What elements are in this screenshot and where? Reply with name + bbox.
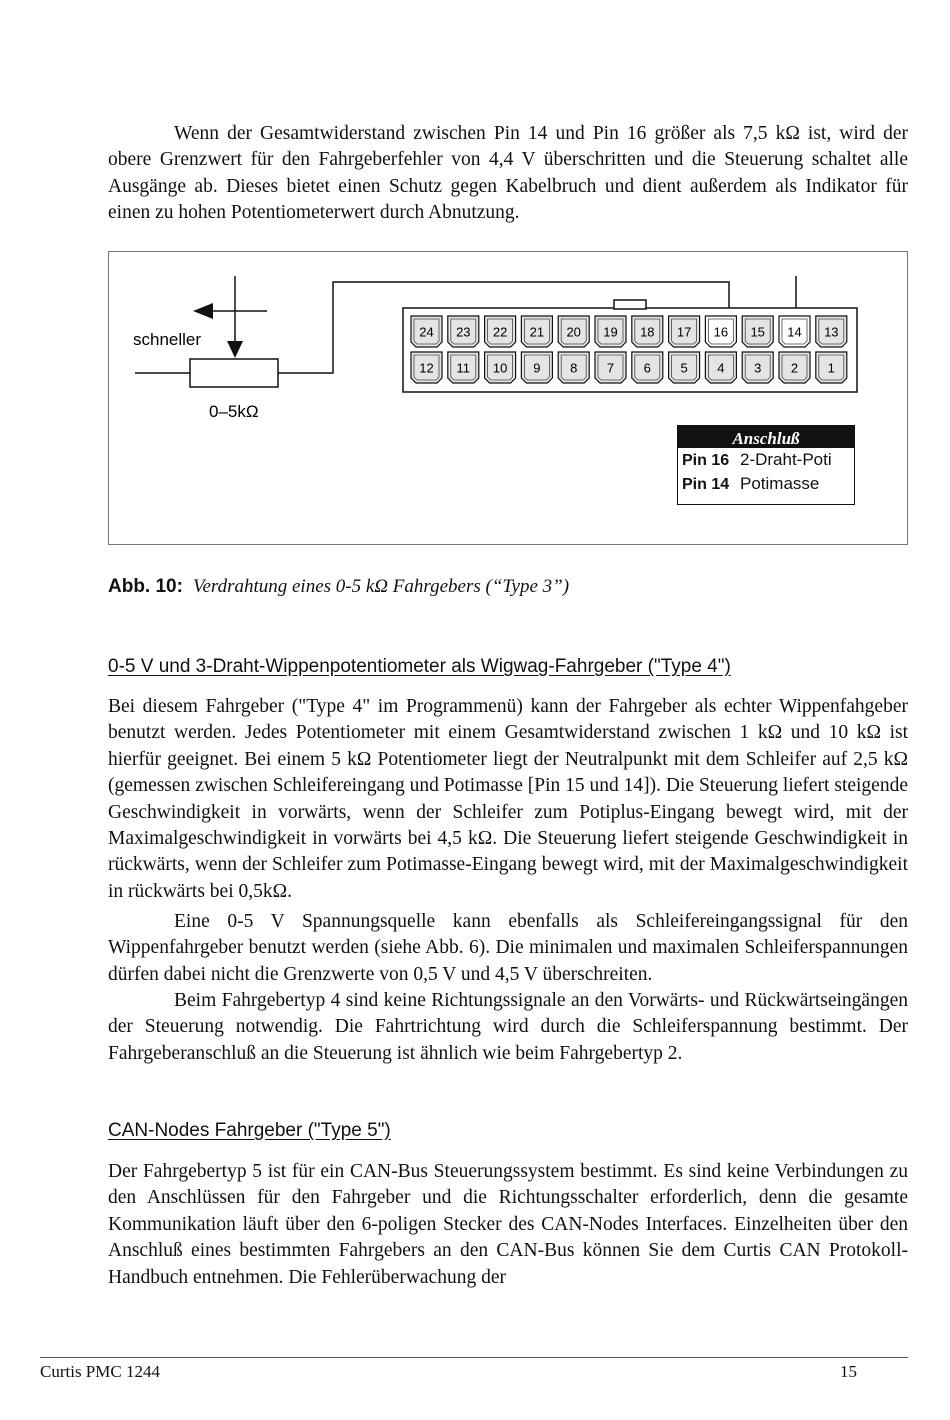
pin-15 — [742, 316, 773, 347]
pin-number: 16 — [713, 324, 729, 340]
pin-number: 24 — [419, 324, 434, 340]
pin-number: 9 — [533, 360, 541, 376]
pin-18 — [632, 316, 663, 347]
pin-11 — [448, 352, 479, 383]
pin-number: 10 — [492, 360, 508, 376]
pin-7 — [595, 352, 626, 383]
pin-9 — [521, 352, 552, 383]
pin-14 — [779, 316, 810, 347]
pin-function: 2-Draht-Poti — [740, 450, 832, 469]
faster-label: schneller — [133, 330, 202, 349]
pin-20 — [558, 316, 589, 347]
pin-24 — [411, 316, 442, 347]
pin-number: 18 — [640, 324, 655, 340]
wiper-arrow-head — [227, 341, 243, 358]
pin-17 — [669, 316, 700, 347]
connection-table-title: Anschluß — [678, 426, 854, 448]
pin-number: 2 — [790, 360, 799, 376]
resistor — [190, 359, 278, 387]
pin-number: 23 — [456, 324, 471, 340]
pin-12 — [411, 352, 442, 383]
pin-16 — [705, 316, 736, 347]
section2-paragraph-1: Der Fahrgebertyp 5 ist für ein CAN-Bus Steuerungssystem bestimmt. Es sind keine Verbindungen zu den Anschlüssen für den Fahrgeber und die Richtungsschalter erforderlich, denn die gesamte Kommunikation läuft über den 6-poligen Stecker des CAN-Nodes Interfaces. Einzelheiten über den Anschluß eines bestimmten Fahrgebers an den CAN-Bus können Sie dem Curtis CAN Protokoll-Handbuch entnehmen. Die Fehlerüberwachung der — [108, 1161, 908, 1288]
section-heading-type5: CAN-Nodes Fahrgeber ("Type 5") — [108, 1120, 391, 1141]
section1-paragraph-1: Bei diesem Fahrgeber ("Type 4" im Programmenü) kann der Fahrgeber als echter Wippenfahgeber benutzt werden. Jedes Potentiometer mit einem Gesamtwiderstand zwischen 1 kΩ und 10 kΩ ist hierfür geeignet. Bei einem 5 kΩ Potentiometer liegt der Neutralpunkt mit dem Schleifer auf 2,5 kΩ (gemessen zwischen Schleifereingang und Potimasse [Pin 15 und 14]). Die Steuerung liefert steigende Geschwindigkeit in vorwärts, wenn der Schleifer zum Potiplus-Eingang bewegt wird, mit der Maximalgeschwindigkeit in vorwärts bei 4,5 kΩ. Die Steuerung liefert steigende Geschwindigkeit in rückwärts, wenn der Schleifer zum Potimasse-Eingang bewegt wird, mit der Maximalgeschwindigkeit in rückwärts bei 0,5kΩ. — [108, 696, 908, 902]
pin-number: 14 — [787, 324, 802, 340]
connector-key — [614, 300, 646, 309]
pin-1 — [816, 352, 847, 383]
intro-paragraph — [108, 121, 908, 227]
pin-21 — [521, 316, 552, 347]
section1-p2-text: Eine 0-5 V Spannungsquelle kann ebenfalls als Schleifereingangssignal für den Wippenfahrgeber benutzt werden (siehe Abb. 6). Die minimalen und maximalen Schleiferspannungen dürfen dabei nicht die Grenzwerte von 0,5 V und 4,5 V überschreiten. — [108, 911, 908, 985]
pin-number: 13 — [824, 324, 839, 340]
resistor-label: 0–5kΩ — [209, 402, 259, 421]
pin-number: 12 — [419, 360, 434, 376]
pin-10 — [485, 352, 516, 383]
pin-number: 21 — [529, 324, 545, 340]
pin-13 — [816, 316, 847, 347]
pin-3 — [742, 352, 773, 383]
pin-23 — [448, 316, 479, 347]
pin-22 — [485, 316, 516, 347]
pin-2 — [779, 352, 810, 383]
pin-label: Pin 16 — [682, 452, 730, 469]
footer-title: Curtis PMC 1244 — [40, 1362, 160, 1381]
pin-number: 5 — [680, 360, 688, 376]
direction-arrow-head — [193, 303, 213, 319]
pin-number: 22 — [492, 324, 508, 340]
pin-number: 3 — [754, 360, 762, 376]
pin-number: 15 — [750, 324, 765, 340]
figure-caption — [108, 576, 569, 598]
pin-6 — [632, 352, 663, 383]
footer-divider — [40, 1357, 908, 1358]
section1-paragraph-3 — [108, 988, 908, 1067]
pin-number: 11 — [456, 360, 471, 376]
pin-4 — [705, 352, 736, 383]
pin-number: 17 — [676, 324, 692, 340]
caption-text: Verdrahtung eines 0-5 kΩ Fahrgebers (“Type 3”) — [192, 576, 570, 597]
intro-text: Wenn der Gesamtwiderstand zwischen Pin 14 und Pin 16 größer als 7,5 kΩ ist, wird der obere Grenzwert für den Fahrgeberfehler von 4,4 V überschritten und die Steuerung schaltet alle Ausgänge ab. Dieses bietet einen Schutz gegen Kabelbruch und dient außerdem als Indikator für einen zu hohen Potentiometerwert durch Abnutzung. — [108, 123, 908, 224]
wiring-figure — [108, 251, 908, 545]
pin-number: 7 — [606, 360, 615, 376]
connection-table — [677, 425, 855, 505]
section-heading-type4: 0-5 V und 3-Draht-Wippenpotentiometer als Wigwag-Fahrgeber ("Type 4") — [108, 656, 731, 677]
connection-row-pin16 — [678, 448, 854, 472]
section1-p3-text: Beim Fahrgebertyp 4 sind keine Richtungssignale an den Vorwärts- und Rückwärtseingängen der Steuerung notwendig. Die Fahrtrichtung wird durch die Schleiferspannung bestimmt. Der Fahrgeberanschluß an die Steuerung ist ähnlich wie beim Fahrgebertyp 2. — [108, 990, 908, 1064]
pin-number: 1 — [827, 360, 835, 376]
section1-paragraph-2 — [108, 909, 908, 988]
pin-number: 19 — [603, 324, 618, 340]
pin-19 — [595, 316, 626, 347]
pin-8 — [558, 352, 589, 383]
pin-number: 20 — [566, 324, 581, 340]
caption-label: Abb. 10: — [108, 576, 183, 597]
pin-function: Potimasse — [740, 474, 820, 493]
connection-row-pin14 — [678, 472, 854, 496]
pin-5 — [669, 352, 700, 383]
pin-label: Pin 14 — [682, 476, 730, 493]
pin-number: 6 — [643, 360, 651, 376]
page-number: 15 — [840, 1362, 857, 1381]
pin-number: 8 — [570, 360, 578, 376]
pin-number: 4 — [717, 360, 725, 376]
